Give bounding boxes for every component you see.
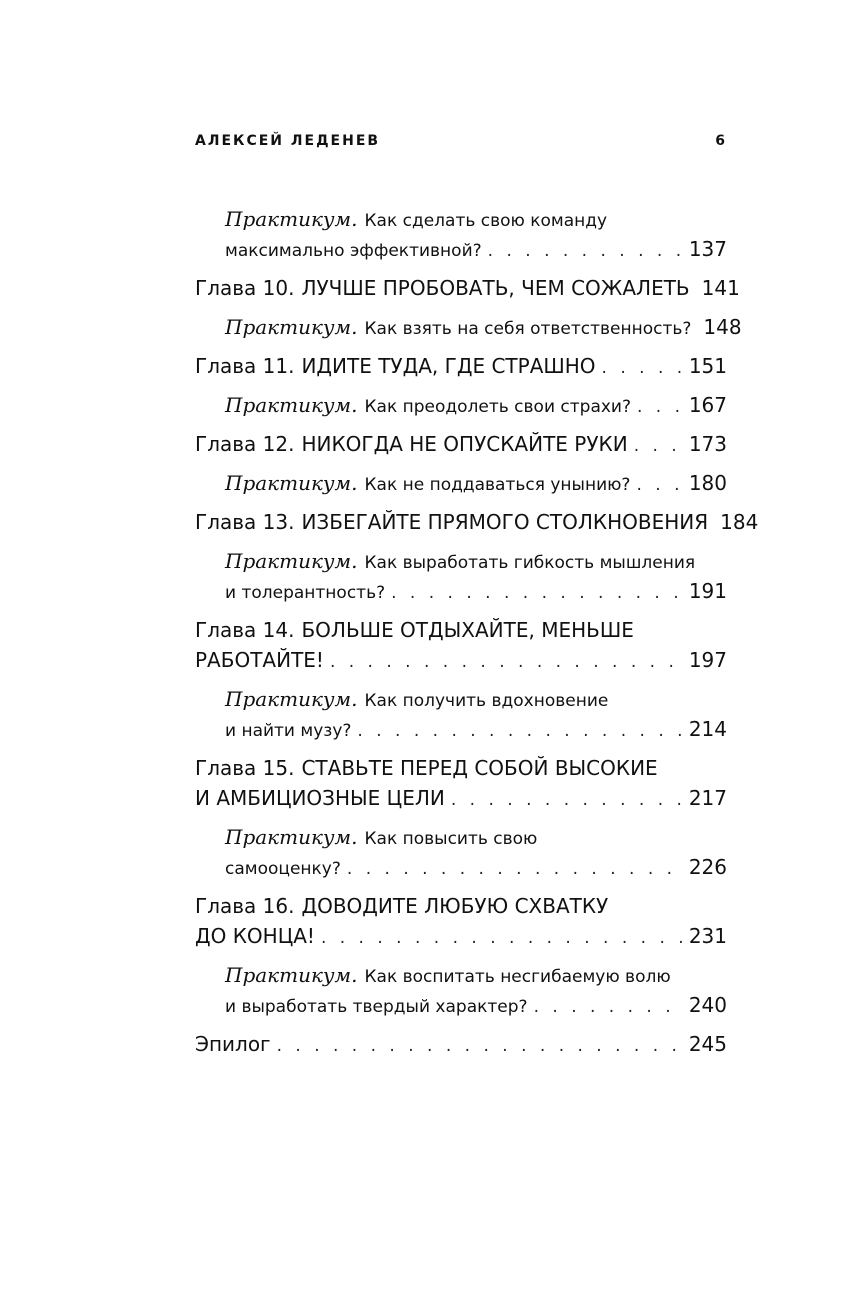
entry-title: СТАВЬТЕ ПЕРЕД СОБОЙ ВЫСОКИЕ: [301, 756, 658, 780]
toc-line: [225, 715, 727, 745]
entry-page-number: 173: [688, 432, 727, 456]
chapter-number: Глава 10.: [195, 276, 295, 300]
dot-leader: [330, 647, 683, 677]
running-head: [195, 133, 727, 149]
entry-title: Как преодолеть свои страхи?: [364, 397, 631, 417]
toc-line: [225, 853, 727, 883]
toc-line: [195, 615, 727, 645]
entry-title-continued: и толерантность?: [225, 583, 386, 603]
entry-page-number: 141: [701, 276, 740, 300]
entry-page-number: 226: [688, 855, 727, 879]
toc-practicum-entry: [195, 961, 727, 1021]
toc-line: [225, 313, 742, 343]
toc-practicum-entry: [195, 313, 742, 343]
practicum-label: Практикум.: [225, 315, 358, 339]
practicum-label: Практикум.: [225, 825, 358, 849]
chapter-number: Глава 16.: [195, 894, 295, 918]
toc-line: [225, 685, 727, 715]
entry-page-number: 231: [688, 924, 727, 948]
entry-title-continued: и выработать твердый характер?: [225, 997, 528, 1017]
chapter-number: Глава 12.: [195, 432, 295, 456]
toc-chapter-entry: [195, 429, 727, 461]
toc-chapter-entry: [195, 507, 759, 539]
toc-line: [225, 235, 727, 265]
dot-leader: [277, 1031, 683, 1061]
toc-line: [195, 753, 727, 783]
toc-line: [195, 645, 727, 677]
toc-line: [225, 205, 727, 235]
entry-page-number: 137: [688, 237, 727, 261]
practicum-label: Практикум.: [225, 393, 358, 417]
toc-chapter-entry: [195, 351, 727, 383]
entry-title: Как взять на себя ответственность?: [364, 319, 692, 339]
chapter-number: Глава 15.: [195, 756, 295, 780]
toc-line: [225, 547, 727, 577]
toc-line: [195, 891, 727, 921]
toc-chapter-entry: [195, 615, 727, 677]
toc-line: [225, 961, 727, 991]
page-number: 6: [715, 133, 727, 149]
practicum-label: Практикум.: [225, 471, 358, 495]
dot-leader: [391, 579, 683, 607]
toc-practicum-entry: [195, 547, 727, 607]
entry-title: Как сделать свою команду: [364, 211, 608, 231]
toc-chapter-entry: [195, 753, 727, 815]
entry-page-number: 197: [688, 648, 727, 672]
toc-practicum-entry: [195, 469, 727, 499]
practicum-label: Практикум.: [225, 687, 358, 711]
dot-leader: [357, 717, 682, 745]
entry-title: ИЗБЕГАЙТЕ ПРЯМОГО СТОЛКНОВЕНИЯ: [301, 510, 709, 534]
entry-title-continued: И АМБИЦИОЗНЫЕ ЦЕЛИ: [195, 786, 445, 810]
toc-practicum-entry: [195, 685, 727, 745]
entry-page-number: 240: [688, 993, 727, 1017]
entry-title: Эпилог: [195, 1032, 271, 1056]
entry-title-continued: максимально эффективной?: [225, 241, 482, 261]
entry-title-continued: РАБОТАЙТЕ!: [195, 648, 324, 672]
entry-page-number: 180: [688, 471, 727, 495]
toc-chapter-entry: [195, 273, 740, 305]
dot-leader: [634, 431, 683, 461]
table-of-contents: [195, 205, 759, 1069]
toc-line: [195, 921, 727, 953]
dot-leader: [321, 923, 683, 953]
entry-page-number: 167: [688, 393, 727, 417]
dot-leader: [488, 237, 683, 265]
toc-practicum-entry: [195, 205, 727, 265]
entry-title: ИДИТЕ ТУДА, ГДЕ СТРАШНО: [301, 354, 596, 378]
toc-practicum-entry: [195, 391, 727, 421]
practicum-label: Практикум.: [225, 549, 358, 573]
entry-title-continued: самооценку?: [225, 859, 341, 879]
entry-page-number: 214: [688, 717, 727, 741]
entry-title: Как получить вдохновение: [364, 691, 609, 711]
chapter-number: Глава 13.: [195, 510, 295, 534]
entry-title: БОЛЬШЕ ОТДЫХАЙТЕ, МЕНЬШЕ: [301, 618, 634, 642]
dot-leader: [347, 855, 683, 883]
entry-page-number: 184: [720, 510, 759, 534]
toc-line: [195, 1029, 727, 1061]
dot-leader: [451, 785, 683, 815]
toc-line: [195, 429, 727, 461]
toc-line: [195, 507, 759, 539]
entry-title: Как воспитать несгибаемую волю: [364, 967, 671, 987]
dot-leader: [637, 393, 683, 421]
author-name: АЛЕКСЕЙ ЛЕДЕНЕВ: [195, 133, 381, 149]
dot-leader: [602, 353, 683, 383]
entry-title: Как не поддаваться унынию?: [364, 475, 631, 495]
toc-line: [195, 351, 727, 383]
entry-page-number: 217: [688, 786, 727, 810]
entry-title: Как выработать гибкость мышления: [364, 553, 696, 573]
toc-epilogue-entry: [195, 1029, 727, 1061]
chapter-number: Глава 11.: [195, 354, 295, 378]
practicum-label: Практикум.: [225, 207, 358, 231]
entry-title-continued: и найти музу?: [225, 721, 352, 741]
toc-line: [225, 391, 727, 421]
toc-line: [195, 783, 727, 815]
toc-chapter-entry: [195, 891, 727, 953]
toc-practicum-entry: [195, 823, 727, 883]
entry-title: НИКОГДА НЕ ОПУСКАЙТЕ РУКИ: [301, 432, 628, 456]
toc-line: [225, 469, 727, 499]
entry-title-continued: ДО КОНЦА!: [195, 924, 315, 948]
entry-title: Как повысить свою: [364, 829, 538, 849]
chapter-number: Глава 14.: [195, 618, 295, 642]
dot-leader: [636, 471, 682, 499]
toc-line: [225, 577, 727, 607]
entry-title: ЛУЧШЕ ПРОБОВАТЬ, ЧЕМ СОЖАЛЕТЬ: [301, 276, 690, 300]
entry-page-number: 148: [703, 315, 742, 339]
entry-page-number: 245: [688, 1032, 727, 1056]
entry-page-number: 151: [688, 354, 727, 378]
entry-page-number: 191: [688, 579, 727, 603]
toc-line: [195, 273, 740, 305]
entry-title: ДОВОДИТЕ ЛЮБУЮ СХВАТКУ: [301, 894, 609, 918]
dot-leader: [534, 993, 683, 1021]
toc-line: [225, 991, 727, 1021]
practicum-label: Практикум.: [225, 963, 358, 987]
toc-line: [225, 823, 727, 853]
